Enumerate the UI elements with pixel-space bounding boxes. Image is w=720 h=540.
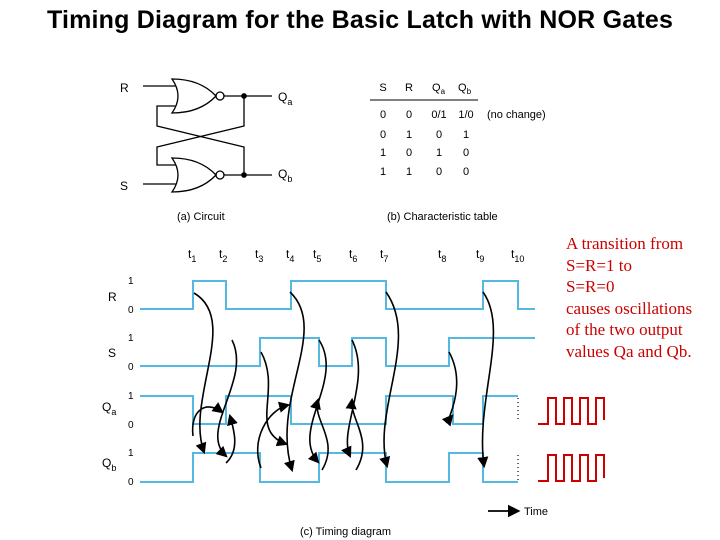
svg-text:1: 1 xyxy=(379,147,387,159)
causality-arrow xyxy=(384,292,398,466)
causality-arrow xyxy=(226,416,235,463)
causality-arrow xyxy=(194,293,213,452)
svg-text:0/1: 0/1 xyxy=(431,109,447,121)
time-marker: $t_8$ xyxy=(438,247,447,264)
table-header-qa: $Q_a$ xyxy=(432,82,446,96)
circuit-label-qa: $Q_a$ xyxy=(278,90,293,107)
table-header-s: S xyxy=(379,82,387,94)
causality-arrow xyxy=(352,400,363,470)
svg-text:(no change): (no change) xyxy=(487,109,546,121)
causality-arrow xyxy=(449,352,457,419)
table-header-r: R xyxy=(405,82,413,94)
nor-gate-lower xyxy=(172,158,216,192)
circuit-label-r: R xyxy=(120,81,129,95)
nor-gate-upper xyxy=(172,79,216,113)
svg-text:1: 1 xyxy=(462,129,470,141)
causality-arrow xyxy=(218,340,237,456)
signal-label-qa: $Q_a$ xyxy=(102,400,117,417)
time-axis-label: Time xyxy=(524,506,549,518)
time-marker: $t_5$ xyxy=(313,247,322,264)
level-low-qb: 0 xyxy=(128,477,134,488)
time-marker: $t_6$ xyxy=(349,247,358,264)
oscillation-qa xyxy=(538,398,604,424)
time-marker: $t_2$ xyxy=(219,247,228,264)
signal-label-s: S xyxy=(108,346,117,360)
oscillations xyxy=(538,398,604,481)
svg-text:0: 0 xyxy=(462,166,470,178)
level-low-s: 0 xyxy=(128,362,134,373)
causality-arrows xyxy=(193,292,494,470)
causality-arrow xyxy=(261,352,286,444)
svg-text:0: 0 xyxy=(405,147,413,159)
time-marker: $t_9$ xyxy=(476,247,485,264)
svg-text:0: 0 xyxy=(405,109,413,121)
waveform-qb xyxy=(140,453,518,482)
table-row xyxy=(380,166,469,178)
table-row xyxy=(380,147,469,159)
nor-bubble-lower xyxy=(216,171,224,179)
level-high-qa: 1 xyxy=(128,391,134,402)
causality-arrow xyxy=(482,292,493,466)
circuit-label-qb: $Q_b$ xyxy=(278,167,293,184)
svg-text:1: 1 xyxy=(379,166,387,178)
svg-text:0: 0 xyxy=(435,166,443,178)
annotation-line: values Qa and Qb. xyxy=(566,341,692,361)
level-high-s: 1 xyxy=(128,333,134,344)
time-marker: $t_3$ xyxy=(255,247,264,264)
oscillation-annotation xyxy=(566,233,716,362)
time-markers xyxy=(188,247,524,264)
level-high-r: 1 xyxy=(128,276,134,287)
signal-labels xyxy=(102,290,117,473)
svg-text:1: 1 xyxy=(435,147,443,159)
waveforms xyxy=(140,281,535,482)
circuit-caption: (a) Circuit xyxy=(177,211,225,223)
diagram-title: Timing Diagram for the Basic Latch with NOR Gates xyxy=(46,6,674,34)
svg-text:1: 1 xyxy=(405,129,413,141)
level-labels xyxy=(128,276,134,488)
oscillation-qb xyxy=(538,455,604,481)
time-marker: $t_{10}$ xyxy=(511,247,525,264)
signal-label-r: R xyxy=(108,290,117,304)
waveform-qa xyxy=(140,396,518,424)
svg-text:0: 0 xyxy=(435,129,443,141)
svg-text:1: 1 xyxy=(405,166,413,178)
table-row xyxy=(380,109,546,121)
timing-caption: (c) Timing diagram xyxy=(300,526,392,538)
waveform-s xyxy=(140,338,535,366)
level-low-r: 0 xyxy=(128,305,134,316)
svg-text:0: 0 xyxy=(379,109,387,121)
annotation-line: of the two output xyxy=(566,320,683,339)
annotation-line: causes oscillations xyxy=(566,298,693,318)
time-marker: $t_1$ xyxy=(188,247,197,264)
table-header-qb: $Q_b$ xyxy=(458,82,472,96)
level-low-qa: 0 xyxy=(128,420,134,431)
time-marker: $t_7$ xyxy=(380,247,389,264)
svg-text:0: 0 xyxy=(379,129,387,141)
level-high-qb: 1 xyxy=(128,448,134,459)
svg-text:0: 0 xyxy=(462,147,470,159)
svg-text:1/0: 1/0 xyxy=(458,109,474,121)
annotation-line: A transition from xyxy=(566,234,684,253)
nor-bubble-upper xyxy=(216,92,224,100)
latch-circuit xyxy=(143,79,272,192)
table-row xyxy=(380,129,469,141)
waveform-r xyxy=(140,281,535,309)
time-marker: $t_4$ xyxy=(286,247,295,264)
causality-arrow xyxy=(287,292,304,470)
annotation-line: S=R=0 xyxy=(566,277,615,296)
circuit-label-s: S xyxy=(120,179,129,193)
annotation-line: S=R=1 to xyxy=(566,255,632,275)
signal-label-qb: $Q_b$ xyxy=(102,456,117,473)
characteristic-table xyxy=(370,82,546,178)
table-caption: (b) Characteristic table xyxy=(387,211,498,223)
